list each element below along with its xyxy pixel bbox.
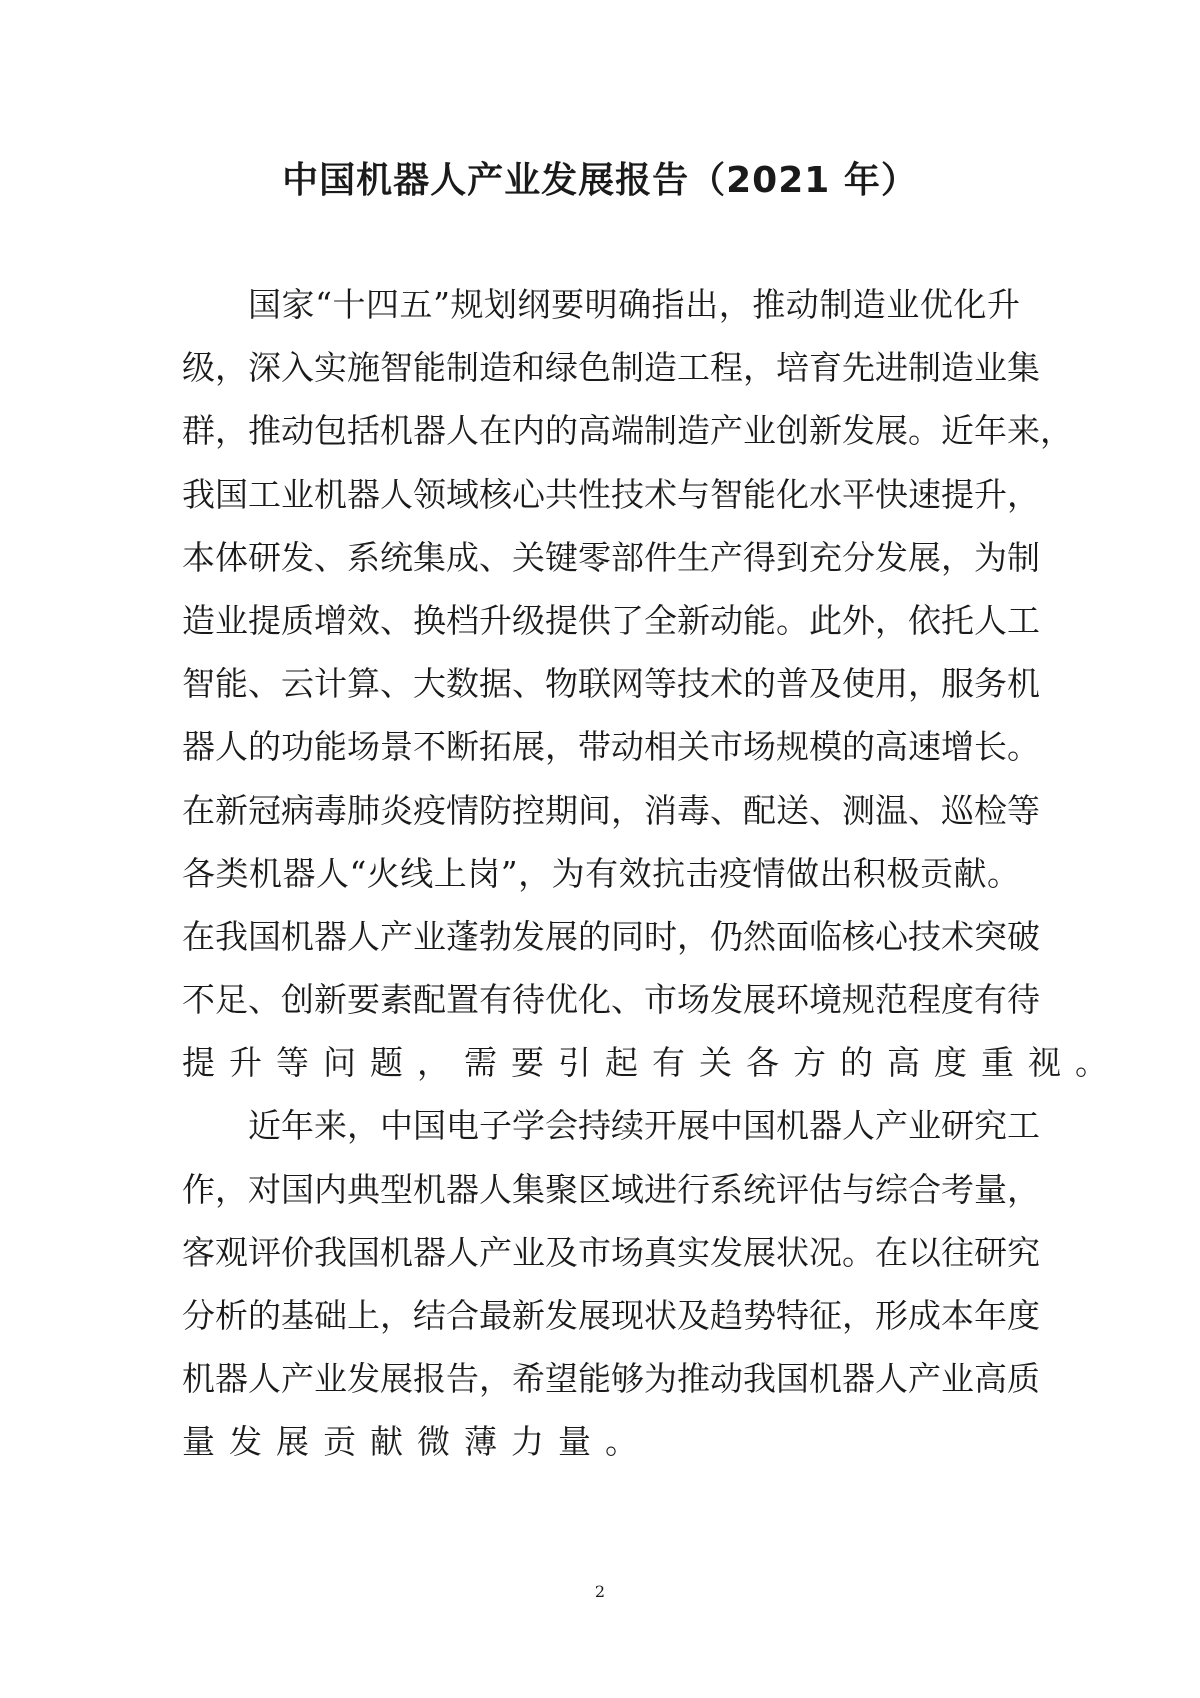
text-line: 器人的功能场景不断拓展，带动相关市场规模的高速增长。	[182, 727, 1040, 767]
text-line: 我国工业机器人领域核心共性技术与智能化水平快速提升，	[182, 474, 1040, 514]
text-line: 在我国机器人产业蓬勃发展的同时，仍然面临核心技术突破	[182, 916, 1040, 956]
text-line: 造业提质增效、换档升级提供了全新动能。此外，依托人工	[182, 600, 1040, 640]
document-title: 中国机器人产业发展报告（2021 年）	[282, 160, 918, 201]
document-body	[182, 273, 1122, 1474]
text-line: 国家“十四五”规划纲要明确指出，推动制造业优化升	[248, 285, 1020, 324]
text-line: 提升等问题，需要引起有关各方的高度重视。	[182, 1043, 1122, 1083]
text-line: 量发展贡献微薄力量。	[182, 1422, 652, 1462]
text-line: 本体研发、系统集成、关键零部件生产得到充分发展，为制	[182, 537, 1040, 577]
text-line: 客观评价我国机器人产业及市场真实发展状况。在以往研究	[182, 1232, 1040, 1272]
text-line: 各类机器人“火线上岗”，为有效抗击疫情做出积极贡献。	[182, 853, 1020, 893]
text-line: 作，对国内典型机器人集聚区域进行系统评估与综合考量，	[182, 1169, 1040, 1209]
text-line: 在新冠病毒肺炎疫情防控期间，消毒、配送、测温、巡检等	[182, 790, 1040, 830]
text-line: 不足、创新要素配置有待优化、市场发展环境规范程度有待	[182, 980, 1040, 1020]
text-line: 近年来，中国电子学会持续开展中国机器人产业研究工	[248, 1106, 1040, 1146]
paragraph-2	[182, 1094, 1040, 1473]
text-line: 级，深入实施智能制造和绿色制造工程，培育先进制造业集	[182, 348, 1040, 388]
paragraph-1	[182, 273, 1122, 1094]
page-number: 2	[594, 1582, 606, 1601]
text-line: 分析的基础上，结合最新发展现状及趋势特征，形成本年度	[182, 1296, 1040, 1335]
text-line: 智能、云计算、大数据、物联网等技术的普及使用，服务机	[182, 664, 1040, 704]
text-line: 机器人产业发展报告，希望能够为推动我国机器人产业高质	[182, 1359, 1040, 1399]
text-line: 群，推动包括机器人在内的高端制造产业创新发展。近年来，	[182, 411, 1073, 451]
